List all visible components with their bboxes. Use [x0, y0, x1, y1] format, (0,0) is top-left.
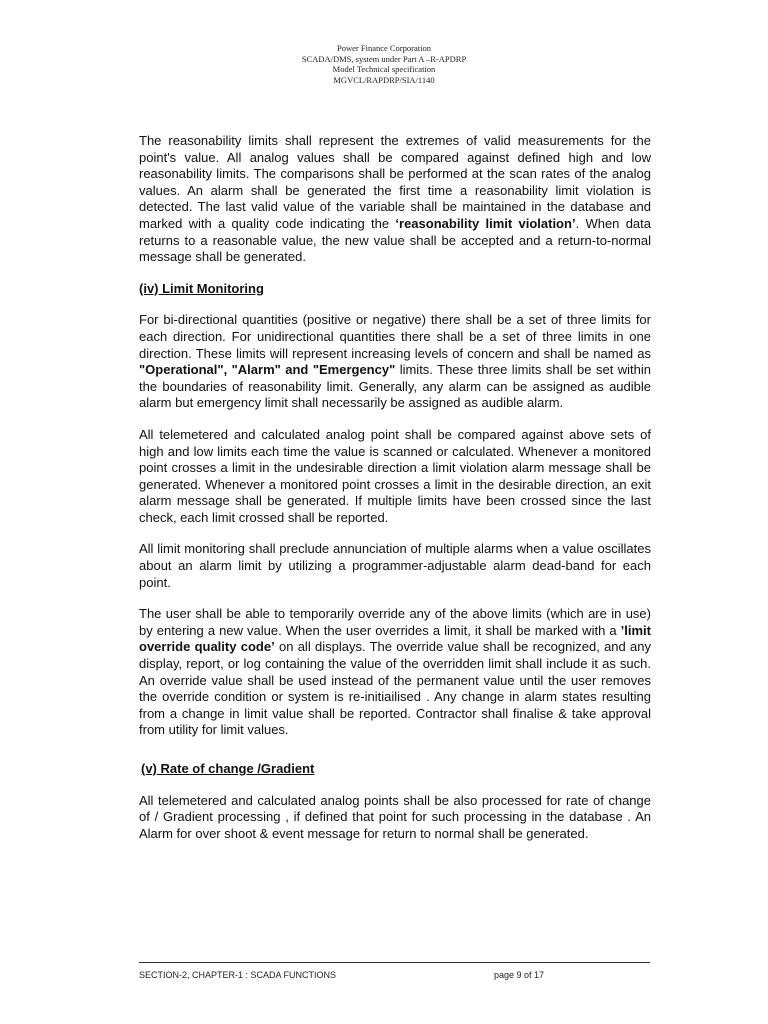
- paragraph-deadband: All limit monitoring shall preclude annunciation of multiple alarms when a value oscillates about an alarm limit by utilizing a programmer-adjustable alarm dead-band for each point.: [139, 541, 651, 590]
- paragraph-text: . When data returns to a reasonable value, the new value shall be accepted and a return-to-normal message shall be generated.: [139, 215, 651, 265]
- paragraph-rate-of-change: All telemetered and calculated analog points shall be also processed for rate of change of / Gradient processing , if defined that point for such processing in the database . An Alarm for over shoot & event message for return to normal shall be generated.: [139, 792, 651, 841]
- page-header: [0, 43, 768, 85]
- header-document-code: MGVCL/RAPDRP/SIA/1140: [333, 74, 435, 85]
- header-spec-title: Model Technical specification: [332, 64, 436, 74]
- section-heading-limit-monitoring: (iv) Limit Monitoring: [139, 280, 264, 296]
- bold-term: ‘reasonability limit violation’: [395, 215, 576, 231]
- paragraph-text: The reasonability limits shall represent the extremes of valid measurements for the point's value. All analog values shall be compared against defined high and low reasonability limits. The comparisons shall be performed at the scan rates of the analog values. An alarm shall be generated the first time a reasonability limit violation is detected. The last valid value of the variable shall be maintained in the database and marked with a quality code indicating the: [139, 133, 651, 231]
- footer-divider: [139, 962, 650, 963]
- section-heading-rate-of-change: (v) Rate of change /Gradient: [141, 761, 315, 776]
- paragraph-text: The user shall be able to temporarily override any of the above limits (which are in use) by entering a new value. When the user overrides a limit, it shall be marked with a: [139, 606, 651, 638]
- footer-page-number: page 9 of 17: [494, 970, 545, 980]
- bold-term: "Operational", "Alarm" and "Emergency": [139, 362, 396, 378]
- paragraph-text: For bi-directional quantities (positive or negative) there shall be a set of three limits for each direction. For unidirectional quantities there shall be a set of three limits in one direction. These limits will represent increasing levels of concern and shall be named as: [139, 312, 651, 361]
- paragraph-reasonability-limits: [139, 133, 651, 266]
- header-organization: Power Finance Corporation: [337, 43, 431, 53]
- header-system: SCADA/DMS, system under Part A –R-APDRP: [301, 53, 467, 64]
- paragraph-limit-override: [139, 606, 651, 739]
- paragraph-text: limits. These three limits shall be set within the boundaries of reasonability limit. Generally, any alarm can be assigned as audible alarm but emergency limit shall necessarily be assigned as audible alarm.: [139, 362, 651, 411]
- bold-term: ’limit override quality code’: [139, 622, 651, 655]
- footer-section-label: SECTION-2, CHAPTER-1 : SCADA FUNCTIONS: [139, 970, 337, 980]
- paragraph-limit-comparison: All telemetered and calculated analog point shall be compared against above sets of high and low limits each time the value is scanned or calculated. Whenever a monitored point crosses a limit in the undesirable direction a limit violation alarm message shall be generated. Whenever a monitored point crosses a limit in the desirable direction, an exit alarm message shall be generated. If multiple limits have been crossed since the last check, each limit crossed shall be reported.: [139, 426, 651, 525]
- paragraph-limit-sets: [139, 312, 651, 412]
- paragraph-text: on all displays. The override value shall be recognized, and any display, report, or log containing the value of the overridden limit shall include it as such. An override value shall be used instead of the permanent value until the user removes the override condition or system is re-initiailised . Any change in alarm states resulting from a change in limit value shall be reported. Contractor shall finalise & take approval from utility for limit values.: [139, 639, 652, 738]
- page-body: [139, 133, 651, 857]
